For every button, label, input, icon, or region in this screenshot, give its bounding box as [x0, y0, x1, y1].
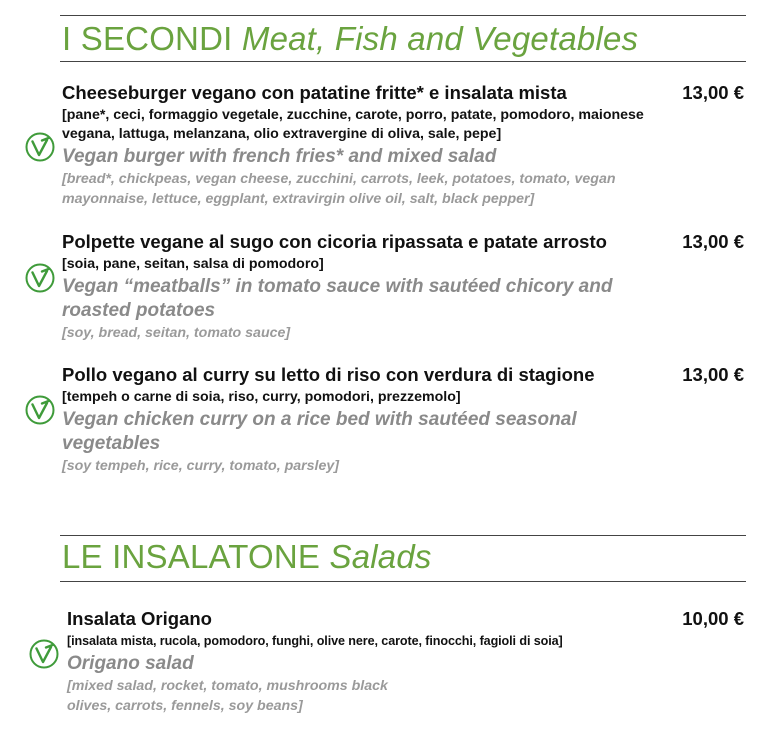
item-price: 13,00 € — [682, 231, 744, 252]
item-english-name: Vegan burger with french fries* and mixed salad — [62, 146, 497, 167]
item-price: 13,00 € — [682, 82, 744, 103]
section-top-rule — [60, 535, 746, 536]
section-heading — [62, 20, 638, 58]
item-english-name: Vegan “meatballs” in tomato sauce with sautéed chicory and roasted potatoes — [62, 276, 613, 321]
section-subtitle: Salads — [329, 538, 432, 575]
item-price: 10,00 € — [682, 608, 744, 629]
section-title: LE INSALATONE — [62, 538, 321, 575]
item-name: Polpette vegane al sugo con cicoria ripassata e patate arrosto — [62, 231, 607, 252]
item-name: Pollo vegano al curry su letto di riso con verdura di stagione — [62, 364, 595, 385]
section-top-rule — [60, 15, 746, 16]
menu-item — [67, 608, 744, 716]
vegan-v-icon — [25, 395, 55, 425]
item-ingredients: [insalata mista, rucola, pomodoro, funghi, olive nere, carote, finocchi, fagioli di soia] — [67, 634, 563, 648]
item-english-ingredients: [soy, bread, seitan, tomato sauce] — [62, 325, 291, 341]
vegan-v-icon — [25, 132, 55, 162]
item-price: 13,00 € — [682, 364, 744, 385]
item-english-name: Origano salad — [67, 653, 194, 674]
menu-item — [62, 82, 744, 209]
item-name: Cheeseburger vegano con patatine fritte* e insalata mista — [62, 82, 567, 103]
item-ingredients: [tempeh o carne di soia, riso, curry, pomodori, prezzemolo] — [62, 389, 461, 405]
item-ingredients: [pane*, ceci, formaggio vegetale, zucchine, carote, porro, patate, pomodoro, maionese vegana, lattuga, melanzana, olio extravergine di oliva, sale, pepe] — [62, 107, 644, 142]
section-title: I SECONDI — [62, 20, 233, 57]
menu-item — [62, 231, 744, 343]
item-english-ingredients: [bread*, chickpeas, vegan cheese, zucchini, carrots, leek, potatoes, tomato, vegan mayonnaise, lettuce, eggplant, extravirgin olive oil, salt, black pepper] — [62, 171, 616, 207]
menu-item — [62, 364, 744, 476]
section-bottom-rule — [60, 581, 746, 582]
vegan-v-icon — [29, 639, 59, 669]
item-ingredients: [soia, pane, seitan, salsa di pomodoro] — [62, 256, 324, 272]
section-heading — [62, 538, 432, 576]
section-bottom-rule — [60, 61, 746, 62]
item-english-ingredients: [soy tempeh, rice, curry, tomato, parsley] — [62, 458, 340, 474]
item-english-ingredients: [mixed salad, rocket, tomato, mushrooms black olives, carrots, fennels, soy beans] — [67, 678, 388, 714]
item-english-name: Vegan chicken curry on a rice bed with sautéed seasonal vegetables — [62, 409, 577, 454]
item-name: Insalata Origano — [67, 608, 212, 629]
vegan-v-icon — [25, 263, 55, 293]
section-subtitle: Meat, Fish and Vegetables — [241, 20, 639, 57]
